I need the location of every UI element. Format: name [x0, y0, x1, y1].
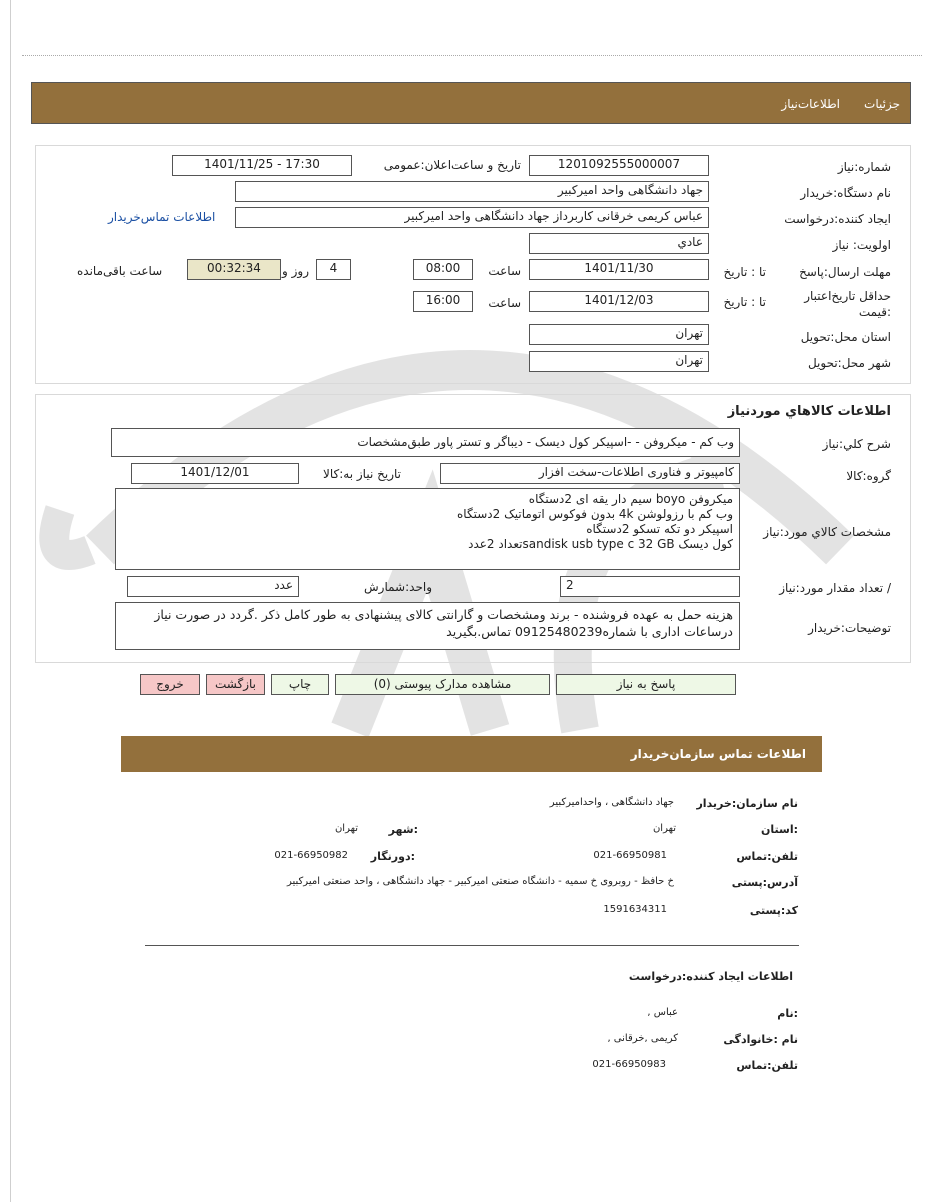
contact-fax-value: 021-66950982	[274, 850, 348, 861]
contact-postal-label: کد:پستی	[749, 904, 798, 917]
spec-line: وب کم با رزولوشن 4k بدون فوکوس اتوماتیک 2دستگاه	[457, 507, 733, 521]
creator-label: ایجاد کننده:درخواست	[784, 212, 891, 226]
reply-deadline-label: مهلت ارسال:پاسخ	[799, 265, 891, 279]
reply-time-label: ساعت	[488, 264, 521, 278]
validity-time-label: ساعت	[488, 296, 521, 310]
priority-field: عادي	[529, 233, 709, 254]
goods-group-label: گروه:کالا	[846, 469, 891, 483]
creator-field: عباس کریمی خرقانی کاربرداز جهاد دانشگاهی واحد امیرکبیر	[235, 207, 709, 228]
announce-date-label: تاریخ و ساعت‌اعلان:عمومی	[383, 158, 521, 172]
buyer-contact-link[interactable]: اطلاعات تماس‌خریدار	[108, 210, 216, 224]
tab-details[interactable]: جزئيات	[864, 97, 900, 111]
validity-to-date-label: تا : تاریخ	[723, 295, 766, 309]
view-attachments-button[interactable]: مشاهده مدارک پیوستی (0)	[335, 674, 550, 695]
creator-name-label: :نام	[777, 1007, 798, 1020]
buyer-notes-label: توضیحات:خریدار	[808, 621, 891, 635]
details-header-bar	[31, 82, 911, 124]
buyer-org-label: نام دستگاه:خریدار	[800, 186, 891, 200]
unit-label: واحد:شمارش	[364, 580, 432, 594]
need-number-label: شماره:نیاز	[837, 160, 891, 174]
contact-org-value: جهاد دانشگاهی ، واحدامیرکبیر	[549, 797, 674, 808]
need-date-label: تاریخ نیاز به:کالا	[323, 467, 401, 481]
creator-family-value: کریمی ,خرقانی ,	[607, 1033, 678, 1044]
contact-city-value: تهران	[334, 823, 358, 834]
need-summary-label: شرح كلي:نياز	[822, 437, 891, 451]
contact-org-label: نام سازمان:خریدار	[696, 797, 798, 810]
reply-deadline-date-field: 1401/11/30	[529, 259, 709, 280]
spec-line: اسپیکر دو تکه تسکو 2دستگاه	[586, 522, 733, 536]
buyer-contact-header	[121, 736, 822, 772]
need-summary-field: وب کم - میکروفن - -اسپیکر کول دیسک - دیباگر و تستر پاور طبق‌مشخصات	[111, 428, 740, 457]
creator-phone-value: 021-66950983	[592, 1059, 666, 1070]
exit-button[interactable]: خروج	[140, 674, 200, 695]
unit-field: عدد	[127, 576, 299, 597]
reply-to-need-button[interactable]: پاسخ به نیاز	[556, 674, 736, 695]
creator-name-value: عباس ,	[647, 1007, 678, 1018]
days-label: روز و	[282, 264, 309, 278]
contact-phone-value: 021-66950981	[593, 850, 667, 861]
need-number-field: 1201092555000007	[529, 155, 709, 176]
contact-city-label: :شهر	[388, 823, 418, 836]
creator-family-label: نام :خانوادگی	[723, 1033, 798, 1046]
delivery-province-field: تهران	[529, 324, 709, 345]
priority-label: اولویت: نیاز	[832, 238, 891, 252]
remaining-days-field: 4	[316, 259, 351, 280]
goods-section-title: اطلاعات كالاهاي موردنياز	[727, 404, 891, 419]
frame-left-line	[10, 0, 11, 1202]
delivery-province-label: استان محل:تحویل	[800, 330, 891, 344]
announce-date-field: 1401/11/25 - 17:30	[172, 155, 352, 176]
quantity-label: / تعداد مقدار مورد:نیاز	[779, 581, 891, 595]
contact-address-label: آدرس:پستی	[731, 876, 798, 889]
contact-phone-label: تلفن:تماس	[736, 850, 798, 863]
section-divider	[145, 945, 799, 946]
price-validity-label: حداقل تاریخ‌اعتبار :قیمت	[804, 289, 891, 319]
goods-group-field: کامپیوتر و فناوری اطلاعات-سخت افزار	[440, 463, 740, 484]
reply-deadline-time-field: 08:00	[413, 259, 473, 280]
creator-info-title: اطلاعات ایجاد کننده:درخواست	[628, 970, 793, 983]
buyer-org-field: جهاد دانشگاهی واحد امیرکبیر	[235, 181, 709, 202]
delivery-city-label: شهر محل:تحویل	[807, 356, 891, 370]
back-button[interactable]: بازگشت	[206, 674, 265, 695]
creator-phone-label: تلفن:تماس	[736, 1059, 798, 1072]
spec-line: کول دیسک sandisk usb type c 32 GBتعداد 2عدد	[468, 537, 733, 551]
remaining-time-label: ساعت باقی‌مانده	[77, 264, 163, 278]
delivery-city-field: تهران	[529, 351, 709, 372]
remaining-time-field: 00:32:34	[187, 259, 281, 280]
price-validity-date-field: 1401/12/03	[529, 291, 709, 312]
tab-need-info[interactable]: اطلاعات‌نیاز	[781, 97, 840, 111]
print-button[interactable]: چاپ	[271, 674, 329, 695]
contact-fax-label: :دورنگار	[370, 850, 415, 863]
buyer-contact-title: اطلاعات تماس سازمان‌خریدار	[630, 747, 806, 761]
contact-province-value: تهران	[652, 823, 676, 834]
reply-to-date-label: تا : تاریخ	[723, 265, 766, 279]
contact-address-value: خ حافظ - روبروی خ سمیه - دانشگاه صنعتی امیرکبیر - جهاد دانشگاهی ، واحد صنعتی امیرکبیر	[286, 876, 674, 887]
top-divider	[22, 55, 922, 56]
contact-province-label: :استان	[761, 823, 798, 836]
buyer-notes-box: هزینه حمل به عهده فروشنده - برند ومشخصات و گارانتی کالای پیشنهادی به طور کامل ذکر .گردد در صورت نیاز درساعات اداری با شماره09125480239 تماس.بگیرید	[115, 602, 740, 650]
goods-specs-box	[115, 488, 740, 570]
spec-line: میکروفن boyo سیم دار یقه ای 2دستگاه	[528, 492, 733, 506]
price-validity-time-field: 16:00	[413, 291, 473, 312]
need-date-field: 1401/12/01	[131, 463, 299, 484]
quantity-field: 2	[560, 576, 740, 597]
goods-specs-label: مشخصات كالاي مورد:نياز	[763, 525, 891, 539]
contact-postal-value: 1591634311	[603, 904, 667, 915]
